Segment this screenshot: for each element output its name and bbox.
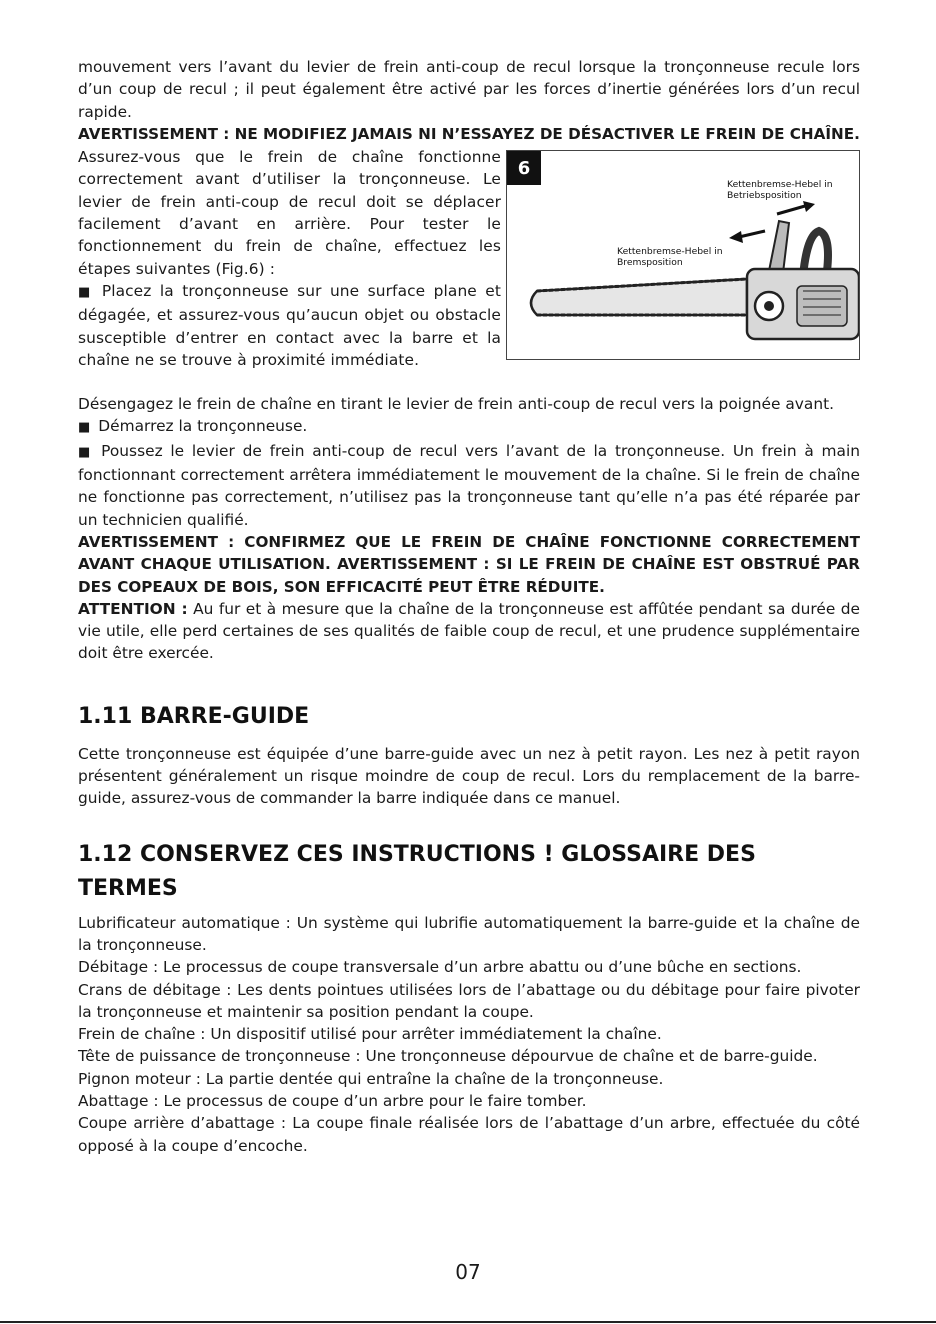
- heading-glossary: 1.12 CONSERVEZ CES INSTRUCTIONS ! GLOSSAIRE DES TERMES: [78, 841, 756, 901]
- disengage-paragraph: Désengagez le frein de chaîne en tirant le levier de frein anti-coup de recul vers la poignée avant.: [78, 395, 835, 414]
- intro-paragraph: mouvement vers l’avant du levier de frein anti-coup de recul lorsque la tronçonneuse recule lors d’un coup de recul ; il peut également être activé par les forces d’inertie générées lors d’un recul rapide.: [78, 58, 860, 121]
- warning-confirm-brake: AVERTISSEMENT : CONFIRMEZ QUE LE FREIN DE CHAÎNE FONCTIONNE CORRECTEMENT AVANT CHAQUE UTILISATION. AVERTISSEMENT : SI LE FREIN DE CHAÎNE EST OBSTRUÉ PAR DES COPEAUX DE BOIS, SON EFFICACITÉ PEUT ÊTRE RÉDUITE.: [78, 532, 860, 596]
- label-brake-position: Kettenbremse-Hebel in Bremsposition: [617, 246, 723, 269]
- glossary-item: Crans de débitage : Les dents pointues utilisées lors de l’abattage ou du débitage pour faire pivoter la tronçonneuse et maintenir sa position pendant la coupe.: [78, 980, 860, 1021]
- attention-text: Au fur et à mesure que la chaîne de la tronçonneuse est affûtée pendant sa durée de vie utile, elle perd certaines de ses qualités de faible coup de recul, et une prudence supplémentaire doit être exercée.: [78, 599, 860, 663]
- figure-6: [506, 150, 860, 360]
- glossary-item: Frein de chaîne : Un dispositif utilisé pour arrêter immédiatement la chaîne.: [78, 1025, 662, 1044]
- warning-chain-brake: AVERTISSEMENT : NE MODIFIEZ JAMAIS NI N’ESSAYEZ DE DÉSACTIVER LE FREIN DE CHAÎNE.: [78, 124, 860, 143]
- glossary-item: Tête de puissance de tronçonneuse : Une tronçonneuse dépourvue de chaîne et de barre-guide.: [78, 1047, 818, 1066]
- glossary-item: Abattage : Le processus de coupe d’un arbre pour le faire tomber.: [78, 1091, 587, 1110]
- attention-paragraph: [78, 598, 860, 665]
- guide-bar-paragraph: Cette tronçonneuse est équipée d’une barre-guide avec un nez à petit rayon. Les nez à petit rayon présentent généralement un risque moindre de coup de recul. Lors du remplacement de la barre-guide, assurez-vous de commander la barre indiquée dans ce manuel.: [78, 744, 860, 808]
- page-content: [78, 56, 860, 1157]
- attention-label: ATTENTION :: [78, 599, 188, 618]
- figure-number: 6: [507, 151, 541, 185]
- bullet-start-saw: ■ Démarrez la tronçonneuse.: [78, 415, 860, 439]
- label-run-position: Kettenbremse-Hebel in Betriebsposition: [727, 179, 833, 202]
- glossary-item: Pignon moteur : La partie dentée qui entraîne la chaîne de la tronçonneuse.: [78, 1069, 664, 1088]
- bullet-place-saw: ■ Placez la tronçonneuse sur une surface plane et dégagée, et assurez-vous qu’aucun objet ou obstacle susceptible d’entrer en contact avec la barre et la chaîne ne se trouve à proximité immédiate.: [78, 280, 501, 371]
- glossary-list: [78, 912, 860, 1157]
- glossary-item: Débitage : Le processus de coupe transversale d’un arbre abattu ou d’une bûche en sections.: [78, 958, 802, 977]
- brake-test-row: [78, 146, 860, 371]
- brake-test-text: [78, 146, 501, 371]
- glossary-item: Lubrificateur automatique : Un système qui lubrifie automatiquement la barre-guide et la chaîne de la tronçonneuse.: [78, 913, 860, 954]
- page-number: 07: [455, 1260, 481, 1284]
- heading-guide-bar: 1.11 BARRE-GUIDE: [78, 703, 310, 729]
- glossary-item: Coupe arrière d’abattage : La coupe finale réalisée lors de l’abattage d’un arbre, effectuée du côté opposé à la coupe d’encoche.: [78, 1114, 860, 1155]
- brake-check-paragraph: Assurez-vous que le frein de chaîne fonctionne correctement avant d’utiliser la tronçonneuse. Le levier de frein anti-coup de recul doit se déplacer facilement d’avant en arrière. Pour tester le fonctionnement du frein de chaîne, effectuez les étapes suivantes (Fig.6) :: [78, 148, 501, 278]
- bottom-rule: [0, 1321, 936, 1323]
- bullet-push-lever: ■ Poussez le levier de frein anti-coup de recul vers l’avant de la tronçonneuse. Un frein à main fonctionnant correctement arrêtera immédiatement le mouvement de la chaîne. Si le frein de chaîne ne fonctionne pas correctement, n’utilisez pas la tronçonneuse tant qu’elle n’a pas été réparée par un technicien qualifié.: [78, 440, 860, 531]
